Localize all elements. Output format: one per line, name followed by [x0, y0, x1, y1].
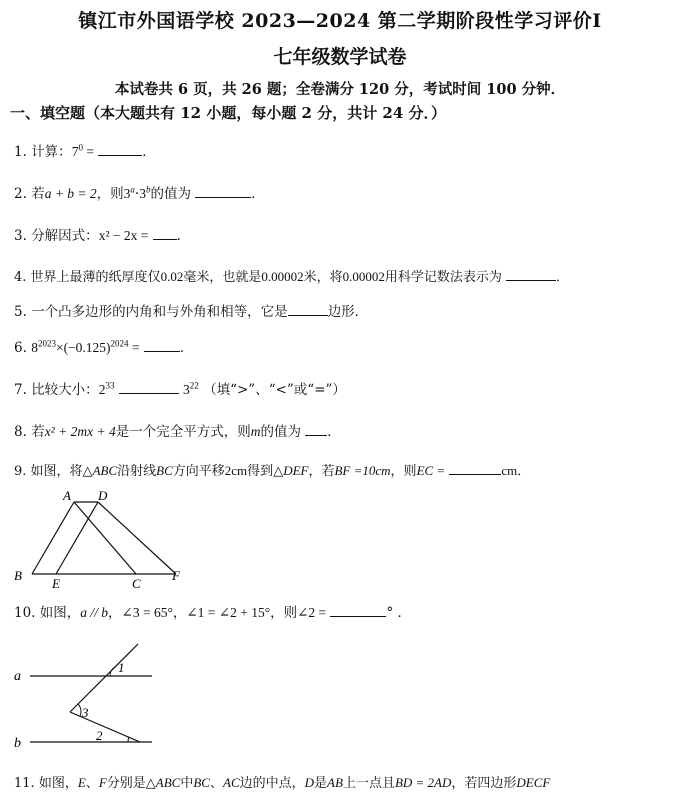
fig10-label-b: b: [14, 736, 21, 751]
q11-number: 11.: [14, 776, 35, 791]
fig10-label-2: 2: [96, 728, 103, 743]
q8-answer-blank[interactable]: [305, 423, 327, 436]
question-5: [14, 300, 368, 320]
q10-angle-3: ∠3 = 65°: [121, 605, 173, 620]
q8-number: 8.: [14, 424, 27, 440]
fig9-label-c: C: [132, 576, 141, 591]
fig9-label-d: D: [98, 488, 108, 503]
q9-text-e: ，若: [308, 464, 335, 479]
q3-text: 分解因式：: [31, 228, 99, 244]
question-7: [14, 378, 346, 398]
q6-number: 6.: [14, 340, 27, 356]
fig9-segment-de: [56, 502, 98, 574]
q2-number: 2.: [14, 186, 27, 202]
exam-subtitle: 七年级数学试卷: [273, 46, 407, 68]
fig9-segment-ac: [74, 502, 136, 574]
question-9: 9. 如图，将△ABC沿射线BC方向平移2cm得到△DEF，若BF =10cm，则EC = cm．: [14, 463, 531, 479]
q9-tri-2: △DEF: [273, 463, 309, 479]
figure-9: [12, 488, 202, 592]
q6-exp-1: 2023: [37, 338, 56, 349]
q10-angle-relation: ∠1 = ∠2 + 15°: [186, 605, 271, 620]
q3-number: 3.: [14, 228, 27, 244]
q2-exp1: a: [130, 184, 135, 195]
q11-point-d: D: [304, 775, 315, 790]
q10-degree: °: [386, 605, 394, 621]
q11-side-ac: AC: [223, 775, 240, 790]
q8-expr: x² + 2mx + 4: [44, 424, 116, 439]
q4-text-a: 世界上最薄的纸厚度仅: [30, 270, 161, 285]
q1-text: 计算：: [31, 144, 72, 160]
q2-base2: 3: [139, 186, 146, 201]
fig10-angle-2-arc: [128, 737, 129, 742]
q6-paren: (−0.125): [63, 340, 111, 355]
fig10-transversal-2: [70, 712, 140, 742]
q9-text-f: ，则: [390, 464, 417, 479]
q11-quad: DECF: [516, 775, 551, 790]
q1-exp: 0: [78, 142, 83, 153]
q11-triangle: △ABC: [145, 775, 181, 791]
q2-dot: ·: [134, 186, 140, 202]
figure-10: [10, 640, 170, 756]
q7-text: 比较大小：: [31, 382, 99, 398]
q6-exp-2: 2024: [110, 338, 129, 349]
fig10-label-1: 1: [118, 660, 125, 675]
q4-answer-blank[interactable]: [506, 268, 556, 281]
fig9-segment-ab: [32, 502, 74, 574]
fig10-angle-3-arc: [78, 704, 81, 716]
q9-text-a: 如图，将: [30, 464, 83, 479]
q3-answer-blank[interactable]: [153, 227, 177, 240]
q2-text-a: 若: [31, 186, 45, 202]
q1-base: 7: [71, 144, 79, 159]
fig9-label-f: F: [172, 568, 180, 583]
q4-text-d: 用科学记数法表示为: [384, 270, 502, 285]
exam-info: 本试卷共 6 页，共 26 题；全卷满分 120 分，考试时间 100 分钟．: [114, 81, 566, 98]
fig9-label-a: A: [63, 488, 71, 503]
q2-exp2: b: [145, 184, 151, 195]
q10-parallel: a // b: [80, 605, 109, 620]
q5-number: 5.: [14, 304, 27, 320]
section-heading: 一、填空题（本大题共有 12 小题，每小题 2 分，共计 24 分．）: [10, 104, 447, 122]
exam-title: 镇江市外国语学校 2023—2024 第二学期阶段性学习评价Ⅰ: [78, 10, 602, 32]
q7-number: 7.: [14, 382, 27, 398]
fig9-segment-df: [98, 502, 176, 574]
q11-condition: BD = 2AD: [394, 775, 452, 790]
fig10-transversal-1: [70, 644, 138, 712]
q7-exp-2: 22: [189, 380, 199, 391]
q9-number: 9.: [14, 464, 27, 479]
q6-eq: =: [128, 340, 140, 355]
q6-base: 8: [31, 340, 38, 355]
q2-expr: a + b = 2: [44, 186, 97, 201]
q2-text-b: ，则: [96, 186, 124, 202]
question-8: 8. 若x² + 2mx + 4是一个完全平方式，则m的值为 ．: [14, 424, 341, 440]
fig10-label-a: a: [14, 669, 21, 684]
q7-answer-blank[interactable]: [119, 381, 179, 394]
q9-text-b: 沿射线: [117, 464, 157, 479]
q4-value-2: 0.00002: [261, 269, 304, 284]
fig10-label-3: 3: [82, 705, 89, 720]
q9-distance: 2cm: [224, 463, 248, 478]
fig9-label-e: E: [52, 576, 60, 591]
q9-answer-blank[interactable]: [449, 462, 501, 475]
q11-text-e: 是: [314, 776, 328, 791]
q1-eq: =: [82, 144, 94, 159]
q4-text-c: 米，将: [303, 270, 343, 285]
q6-times: ×: [55, 340, 64, 355]
question-4: 4. 世界上最薄的纸厚度仅0.02毫米，也就是0.00002米，将0.00002用科学记数法表示为 ．: [14, 269, 570, 285]
q10-answer-blank[interactable]: [330, 604, 386, 617]
q4-value-3: 0.00002: [342, 269, 385, 284]
q10-text-b: ，则: [270, 605, 298, 621]
q7-base-1: 2: [98, 382, 106, 397]
q9-condition: BF =10cm: [334, 463, 391, 478]
q11-text-c: 中: [180, 776, 194, 791]
q11-side-bc: BC: [193, 775, 210, 790]
q8-text-b: 是一个完全平方式，则: [115, 424, 251, 440]
q11-text-d: 边的中点，: [239, 776, 305, 791]
q7-base-2: 3: [183, 382, 190, 397]
q1-answer-blank[interactable]: [98, 143, 142, 156]
q9-unit: cm: [501, 463, 518, 478]
q7-exp-1: 33: [105, 380, 115, 391]
q4-number: 4.: [14, 270, 27, 285]
q5-answer-blank[interactable]: [288, 303, 328, 316]
q8-text-a: 若: [31, 424, 45, 440]
q2-base1: 3: [123, 186, 131, 201]
q11-text-b: 分别是: [106, 776, 146, 791]
q11-point-e: E: [77, 775, 86, 790]
question-3: 3. 分解因式：x² − 2x = ．: [14, 228, 191, 244]
q9-text-d: 得到: [247, 464, 274, 479]
q2-text-c: 的值为: [150, 186, 191, 202]
q9-tri-1: △ABC: [82, 463, 118, 479]
q11-text-a: 如图，: [38, 776, 78, 791]
q2-answer-blank[interactable]: [195, 185, 251, 198]
q1-number: 1.: [14, 144, 27, 160]
q5-text: 一个凸多边形的内角和与外角和相等，它是: [31, 304, 288, 320]
question-2: 2. 若a + b = 2，则$3^a\cdot 3^b$的值为 ．: [14, 184, 265, 202]
q10-text-a: 如图，: [39, 605, 81, 621]
q4-text-b: 毫米，也就是: [183, 270, 262, 285]
q11-side-ab: AB: [327, 775, 343, 790]
q10-ask: ∠2 =: [297, 605, 327, 620]
q3-expr: x² − 2x =: [98, 228, 149, 243]
q10-number: 10.: [14, 605, 36, 621]
q8-text-c: 的值为: [260, 424, 301, 440]
question-6: 6. $8^{2023}\times(-0.125)^{2024}$ = ．: [14, 338, 194, 356]
q5-tail: 边形．: [327, 304, 369, 320]
q9-ask: EC =: [416, 463, 446, 478]
q9-text-c: 方向平移: [172, 464, 225, 479]
q4-value-1: 0.02: [160, 269, 184, 284]
question-10: 10. 如图，a // b，∠3 = 65°，∠1 = ∠2 + 15°，则∠2 = ° ．: [14, 605, 412, 621]
fig9-label-b: B: [14, 568, 22, 583]
question-11: 11. 如图，E、F分别是△ABC中BC、AC边的中点，D是AB上一点且BD = 2AD，若四边形DECF: [14, 775, 551, 791]
q7-hint: （填“>”、“<”或“=”）: [203, 382, 346, 398]
q11-text-f: 上一点且: [342, 776, 395, 791]
q9-ray: BC: [156, 463, 173, 478]
question-1: 1. 计算：$7^0$ = ．: [14, 142, 156, 160]
q11-point-f: F: [98, 775, 107, 790]
q6-answer-blank[interactable]: [144, 339, 180, 352]
q8-var: m: [250, 424, 261, 439]
q11-text-g: ，若四边形: [451, 776, 517, 791]
